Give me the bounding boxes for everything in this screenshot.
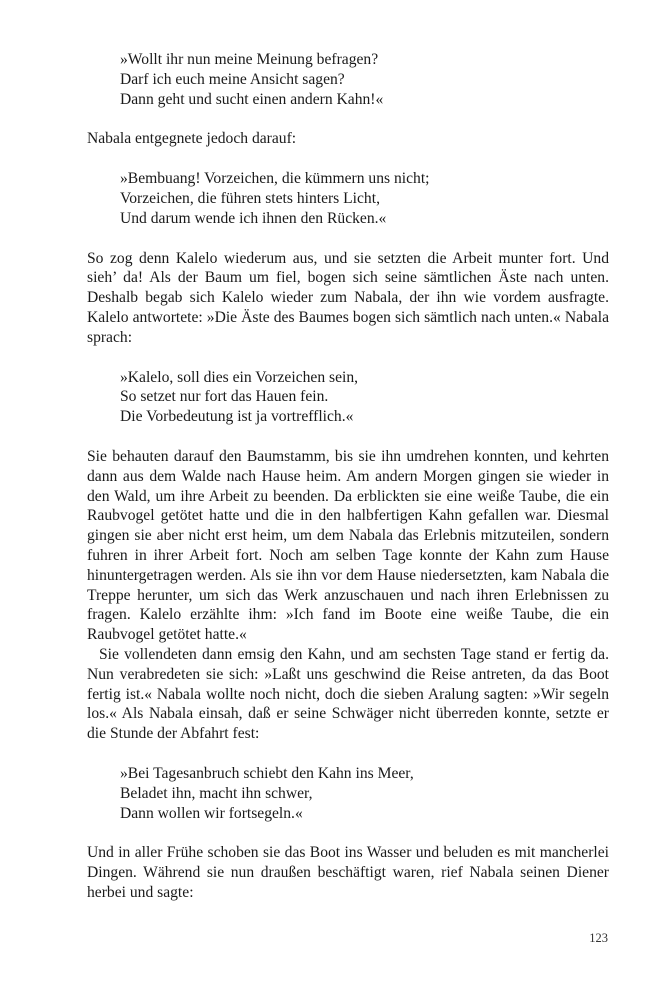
- verse-line: Und darum wende ich ihnen den Rücken.«: [120, 209, 387, 227]
- page-body: [87, 50, 609, 903]
- verse-block: [120, 764, 609, 823]
- verse-line: »Kalelo, soll dies ein Vorzeichen sein,: [120, 368, 359, 386]
- verse-line: Beladet ihn, macht ihn schwer,: [120, 784, 313, 802]
- verse-line: So setzet nur fort das Hauen fein.: [120, 388, 329, 406]
- verse-line: »Bei Tagesanbruch schiebt den Kahn ins Meer,: [120, 764, 414, 782]
- verse-line: »Wollt ihr nun meine Meinung befragen?: [120, 51, 379, 68]
- verse-block: [120, 368, 609, 427]
- paragraph: So zog denn Kalelo wiederum aus, und sie setzten die Arbeit munter fort. Und sieh’ da! Als der Baum um fiel, bogen sich seine sämtlichen Äste nach unten. Deshalb begab sich Kalelo wieder zum Nabala, der ihn wie vordem ausfragte. Kalelo antwortete: »Die Äste des Baumes bogen sich sämtlich nach unten.« Nabala sprach:: [87, 249, 609, 346]
- verse-line: Darf ich euch meine Ansicht sagen?: [120, 70, 345, 88]
- paragraph: Sie behauten darauf den Baumstamm, bis sie ihn umdrehen konnten, und kehrten dann aus dem Walde nach Hause heim. Am andern Morgen gingen sie wieder in den Wald, um ihre Arbeit zu beenden. Da erblickten sie eine weiße Taube, die ein Raubvogel getötet hatte und die in den halbfertigen Kahn gefallen war. Diesmal gingen sie aber nicht erst heim, um dem Nabala das Erlebnis mitzuteilen, sondern fuhren in ihrer Arbeit fort. Noch am selben Tage konnte der Kahn zum Hause hinuntergetragen werden. Als sie ihn vor dem Hause niedersetzten, kam Nabala die Treppe herunter, um sich das Werk anzuschauen und nach ihren Erlebnissen zu fragen. Kalelo erzählte ihm: »Ich fand im Boote eine weiße Taube, die ein Raubvogel getötet hatte.«: [87, 447, 609, 644]
- paragraph: Nabala entgegnete jedoch darauf:: [87, 130, 297, 148]
- verse-block: [120, 50, 609, 109]
- verse-line: Vorzeichen, die führen stets hinters Licht,: [120, 189, 380, 207]
- page-number: 123: [589, 931, 608, 945]
- verse-line: Die Vorbedeutung ist ja vortrefflich.«: [120, 408, 354, 426]
- verse-line: »Bembuang! Vorzeichen, die kümmern uns nicht;: [120, 170, 430, 188]
- verse-line: Dann geht und sucht einen andern Kahn!«: [120, 90, 384, 108]
- verse-line: Dann wollen wir fortsegeln.«: [120, 804, 303, 822]
- paragraph: Sie vollendeten dann emsig den Kahn, und am sechsten Tage stand er fertig da. Nun verabredeten sie sich: »Laßt uns geschwind die Reise antreten, da das Boot fertig ist.« Nabala wollte noch nicht, doch die sieben Aralung sagten: »Wir segeln los.« Als Nabala einsah, daß er seine Schwäger nicht überreden konnte, setzte er die Stunde der Abfahrt fest:: [87, 645, 609, 743]
- verse-block: [120, 169, 609, 228]
- paragraph: Und in aller Frühe schoben sie das Boot ins Wasser und beluden es mit mancherlei Dingen. Während sie nun draußen beschäftigt waren, rief Nabala seinen Diener herbei und sagte:: [87, 844, 609, 901]
